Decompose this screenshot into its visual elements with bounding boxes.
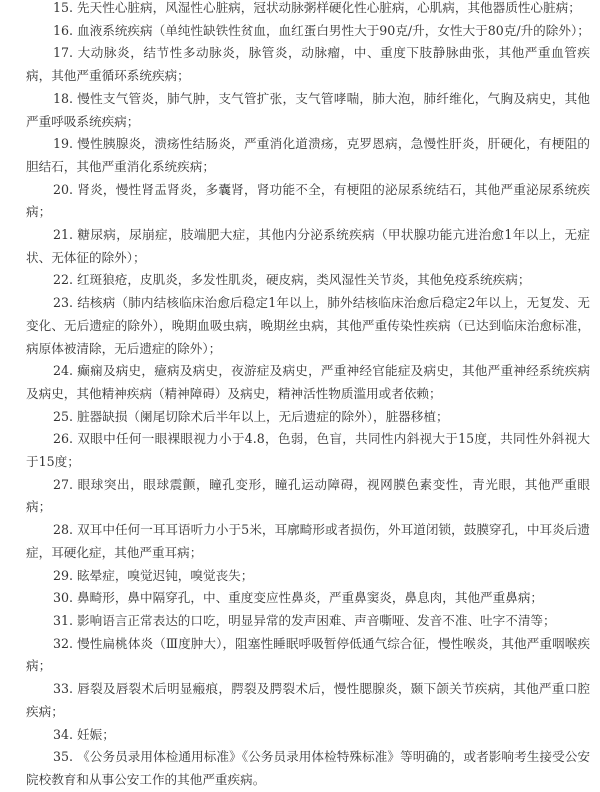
- item-number: 30.: [53, 590, 74, 606]
- item-text: 大动脉炎，结节性多动脉炎，脉管炎，动脉瘤，中、重度下肢静脉曲张，其他严重血管疾病，其他严重循环系统疾病；: [26, 45, 590, 84]
- list-item-24: [26, 360, 590, 405]
- list-item-35: [26, 746, 590, 791]
- list-item-29: [26, 565, 590, 588]
- item-number: 17.: [53, 45, 74, 61]
- item-number: 31.: [53, 612, 74, 628]
- list-item-27: [26, 474, 590, 519]
- item-number: 34.: [53, 726, 74, 742]
- item-text: 眼球突出，眼球震颤，瞳孔变形，瞳孔运动障碍，视网膜色素变性，青光眼，其他严重眼病；: [26, 476, 590, 515]
- list-item-33: [26, 678, 590, 723]
- list-item-15: [26, 0, 590, 20]
- list-item-18: [26, 88, 590, 133]
- item-text: 慢性胰腺炎，溃疡性结肠炎，严重消化道溃疡，克罗恩病，急慢性肝炎，肝硬化，有梗阻的胆结石，其他严重消化系统疾病；: [26, 136, 590, 174]
- item-number: 24.: [53, 363, 74, 379]
- item-number: 25.: [53, 408, 74, 424]
- item-number: 28.: [53, 522, 74, 538]
- item-text: 双耳中任何一耳耳语听力小于5米，耳廓畸形或者损伤，外耳道闭锁，鼓膜穿孔，中耳炎后遗症，耳硬化症，其他严重耳病；: [26, 522, 590, 560]
- item-number: 20.: [53, 181, 74, 197]
- item-text: 慢性支气管炎，肺气肿，支气管扩张，支气管哮喘，肺大泡，肺纤维化，气胸及病史，其他严重呼吸系统疾病；: [26, 90, 590, 129]
- list-item-21: [26, 224, 590, 269]
- item-number: 27.: [53, 476, 74, 492]
- item-number: 15.: [53, 0, 74, 15]
- item-text: 结核病（肺内结核临床治愈后稳定1年以上，肺外结核临床治愈后稳定2年以上，无复发、无变化、无后遗症的除外），晚期血吸虫病，晚期丝虫病，其他严重传染性疾病（已达到临床治愈标准，病原体被清除，无后遗症的除外）；: [26, 295, 590, 356]
- list-item-31: [26, 610, 590, 633]
- item-number: 16.: [53, 22, 74, 38]
- item-number: 29.: [53, 567, 74, 583]
- item-number: 26.: [53, 431, 74, 447]
- list-item-32: [26, 633, 590, 678]
- item-number: 21.: [53, 227, 74, 243]
- list-item-19: [26, 133, 590, 178]
- list-item-34: [26, 724, 590, 747]
- item-number: 19.: [53, 136, 74, 152]
- list-item-25: [26, 406, 590, 429]
- list-item-23: [26, 292, 590, 360]
- item-text: 眩晕症，嗅觉迟钝，嗅觉丧失；: [77, 567, 254, 583]
- list-item-28: [26, 519, 590, 564]
- list-item-20: [26, 179, 590, 224]
- item-number: 33.: [53, 681, 74, 697]
- item-text: 唇裂及唇裂术后明显瘢痕，腭裂及腭裂术后，慢性腮腺炎，颞下颌关节疾病，其他严重口腔疾病；: [26, 681, 590, 719]
- item-text: 双眼中任何一眼裸眼视力小于4.8，色弱，色盲，共同性内斜视大于15度，共同性外斜视大于15度；: [26, 431, 590, 470]
- list-item-17: [26, 42, 590, 87]
- item-text: 鼻畸形，鼻中隔穿孔，中、重度变应性鼻炎，严重鼻窦炎，鼻息肉，其他严重鼻病；: [77, 590, 544, 606]
- item-number: 22.: [53, 272, 74, 288]
- item-text: 先天性心脏病，风湿性心脏病，冠状动脉粥样硬化性心脏病，心肌病，其他器质性心脏病；: [77, 0, 581, 15]
- item-text: 糖尿病，尿崩症，肢端肥大症，其他内分泌系统疾病（甲状腺功能亢进治愈1年以上，无症状、无体征的除外）；: [26, 227, 590, 265]
- list-item-26: [26, 428, 590, 473]
- item-text: 妊娠；: [77, 726, 115, 742]
- list-item-16: [26, 20, 590, 43]
- item-text: 影响语言正常表达的口吃，明显异常的发声困难、声音嘶哑、发音不准、吐字不清等；: [77, 612, 556, 628]
- item-text: 癫痫及病史，癔病及病史，夜游症及病史，严重神经官能症及病史，其他严重神经系统疾病及病史，其他精神疾病（精神障碍）及病史，精神活性物质滥用或者依赖；: [26, 363, 590, 401]
- item-text: 《公务员录用体检通用标准》《公务员录用体检特殊标准》等明确的，或者影响考生接受公安院校教育和从事公安工作的其他严重疾病。: [26, 749, 590, 787]
- item-text: 红斑狼疮，皮肌炎，多发性肌炎，硬皮病，类风湿性关节炎，其他免疫系统疾病；: [77, 272, 531, 288]
- item-text: 慢性扁桃体炎（Ⅲ度肿大），阻塞性睡眠呼吸暂停低通气综合征，慢性喉炎，其他严重咽喉疾病；: [26, 635, 590, 674]
- item-text: 血液系统疾病（单纯性缺铁性贫血，血红蛋白男性大于90克/升，女性大于80克/升的除外）；: [77, 22, 590, 38]
- list-item-30: [26, 587, 590, 610]
- item-number: 35.: [53, 749, 74, 765]
- item-text: 脏器缺损（阑尾切除术后半年以上，无后遗症的除外），脏器移植；: [77, 408, 449, 424]
- item-number: 23.: [53, 295, 74, 311]
- item-number: 18.: [53, 90, 74, 106]
- item-text: 肾炎，慢性肾盂肾炎，多囊肾，肾功能不全，有梗阻的泌尿系统结石，其他严重泌尿系统疾病；: [26, 181, 590, 220]
- list-item-22: [26, 269, 590, 292]
- item-number: 32.: [53, 635, 74, 651]
